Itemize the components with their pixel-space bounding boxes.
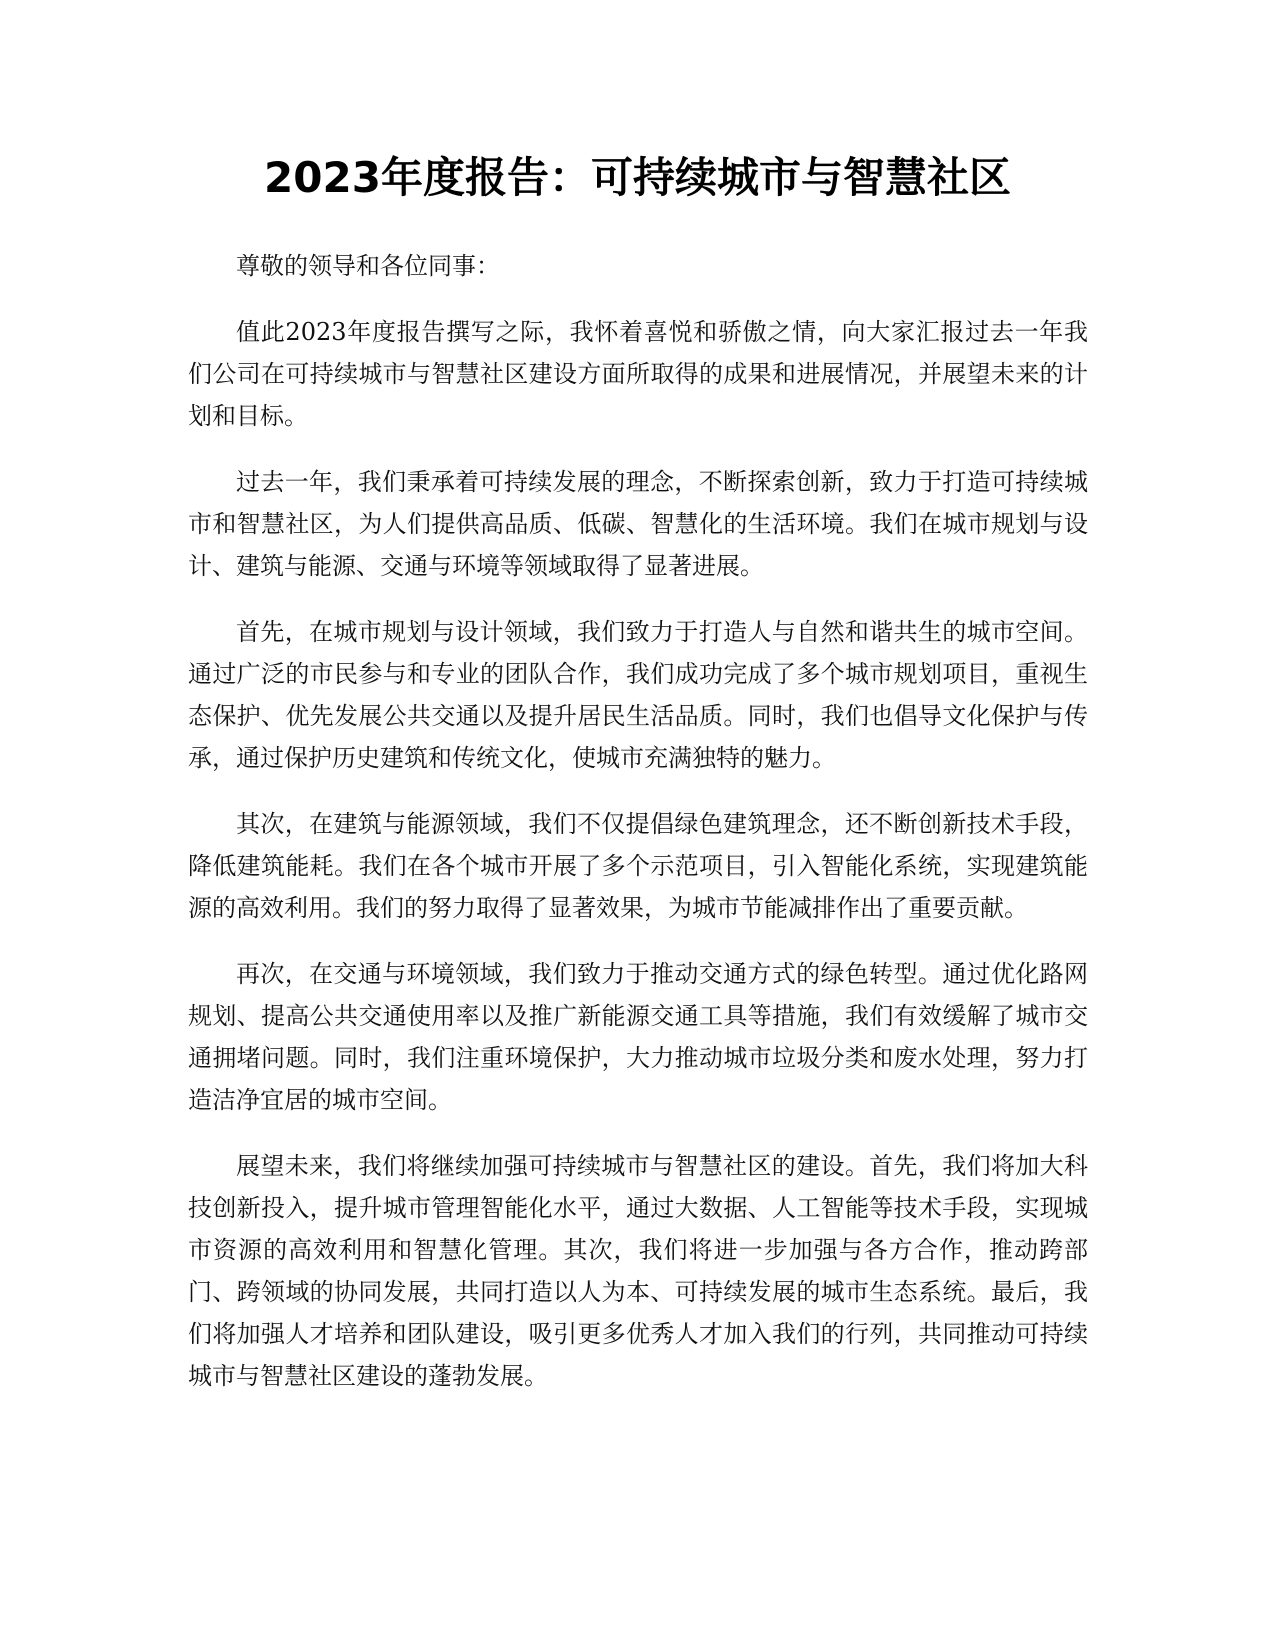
- paragraph-urban-planning: 首先，在城市规划与设计领域，我们致力于打造人与自然和谐共生的城市空间。通过广泛的市民参与和专业的团队合作，我们成功完成了多个城市规划项目，重视生态保护、优先发展公共交通以及提升居民生活品质。同时，我们也倡导文化保护与传承，通过保护历史建筑和传统文化，使城市充满独特的魅力。: [188, 618, 1088, 772]
- document-title: 2023年度报告：可持续城市与智慧社区: [264, 153, 1011, 202]
- paragraph-transport-environment: 再次，在交通与环境领域，我们致力于推动交通方式的绿色转型。通过优化路网规划、提高公共交通使用率以及推广新能源交通工具等措施，我们有效缓解了城市交通拥堵问题。同时，我们注重环境保护，大力推动城市垃圾分类和废水处理，努力打造洁净宜居的城市空间。: [188, 960, 1088, 1114]
- paragraph-intro: 值此2023年度报告撰写之际，我怀着喜悦和骄傲之情，向大家汇报过去一年我们公司在可持续城市与智慧社区建设方面所取得的成果和进展情况，并展望未来的计划和目标。: [188, 318, 1088, 430]
- salutation: 尊敬的领导和各位同事：: [236, 252, 500, 280]
- paragraph-overview: 过去一年，我们秉承着可持续发展的理念，不断探索创新，致力于打造可持续城市和智慧社区，为人们提供高品质、低碳、智慧化的生活环境。我们在城市规划与设计、建筑与能源、交通与环境等领域取得了显著进展。: [188, 468, 1088, 580]
- paragraph-outlook: 展望未来，我们将继续加强可持续城市与智慧社区的建设。首先，我们将加大科技创新投入，提升城市管理智能化水平，通过大数据、人工智能等技术手段，实现城市资源的高效利用和智慧化管理。其次，我们将进一步加强与各方合作，推动跨部门、跨领域的协同发展，共同打造以人为本、可持续发展的城市生态系统。最后，我们将加强人才培养和团队建设，吸引更多优秀人才加入我们的行列，共同推动可持续城市与智慧社区建设的蓬勃发展。: [188, 1152, 1088, 1390]
- paragraph-building-energy: 其次，在建筑与能源领域，我们不仅提倡绿色建筑理念，还不断创新技术手段，降低建筑能耗。我们在各个城市开展了多个示范项目，引入智能化系统，实现建筑能源的高效利用。我们的努力取得了显著效果，为城市节能减排作出了重要贡献。: [188, 810, 1088, 922]
- document-body: [188, 245, 1088, 1421]
